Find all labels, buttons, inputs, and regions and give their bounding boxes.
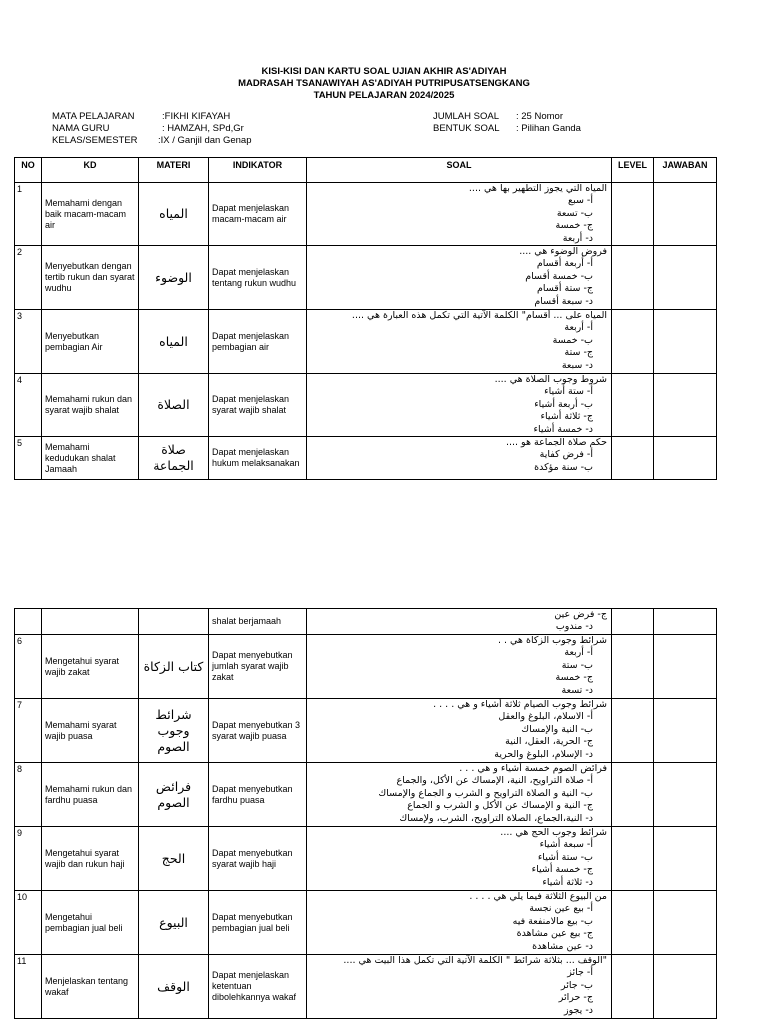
jawaban-cell [654, 183, 717, 246]
question-stem: شرائط وجوب الصيام ثلاثة أشياء و هي . . . . [433, 699, 607, 710]
answer-option: ج- خمسة أشياء [531, 864, 593, 876]
doc-title-line-3: TAHUN PELAJARAN 2024/2025 [313, 90, 455, 101]
guru-value: : HAMZAH, SPd,Gr [162, 123, 244, 134]
indikator-cell: Dapat menyebutkan fardhu puasa [209, 763, 307, 827]
answer-option: د- مندوب [555, 621, 593, 633]
soal-cell [307, 183, 612, 246]
materi-cell: شرائط وجوب الصوم [139, 699, 209, 763]
materi-cell: المياه [139, 183, 209, 246]
level-cell [612, 763, 654, 827]
level-cell [612, 609, 654, 635]
indikator-cell: Dapat menyebutkan 3 syarat wajib puasa [209, 699, 307, 763]
answer-option: ب- النية والإمساك [521, 723, 593, 735]
table-row [15, 437, 717, 480]
answer-option: أ- الاسلام، البلوغ والعقل [498, 711, 593, 723]
guru-label: NAMA GURU [52, 123, 110, 134]
bentuk-label: BENTUK SOAL [433, 123, 500, 134]
level-cell [612, 891, 654, 955]
level-cell [612, 310, 654, 374]
kd-cell: Menyebutkan pembagian Air [42, 310, 139, 374]
soal-cell [307, 374, 612, 437]
bentuk-value: : Pilihan Ganda [516, 123, 581, 134]
level-cell [612, 827, 654, 891]
answer-option: د- أربعة [562, 232, 593, 244]
kd-cell [42, 609, 139, 635]
jawaban-cell [654, 374, 717, 437]
materi-cell: الوضوء [139, 246, 209, 310]
indikator-cell: Dapat menjelaskan hukum melaksanakan [209, 437, 307, 480]
answer-option: د- تسعة [561, 684, 593, 696]
answer-option: ج- ستة [564, 347, 593, 359]
jawaban-cell [654, 310, 717, 374]
kd-cell: Memahami dengan baik macam-macam air [42, 183, 139, 246]
question-number: 4 [15, 374, 42, 437]
indikator-cell: Dapat menjelaskan tentang rukun wudhu [209, 246, 307, 310]
table-row [15, 609, 717, 635]
answer-option: ب- بيع مالامنفعة فيه [512, 915, 593, 927]
kd-cell: Memahami kedudukan shalat Jamaah [42, 437, 139, 480]
question-stem: المياه التي يجوز التطهير بها هي .... [468, 183, 607, 194]
table-row [15, 955, 717, 1019]
soal-cell [307, 891, 612, 955]
answer-option: ب- خمسة أقسام [525, 270, 593, 282]
answer-option: د- سبعة أقسام [534, 295, 593, 307]
kelas-value: :IX / Ganjil dan Genap [158, 135, 252, 146]
level-cell [612, 437, 654, 480]
mapel-label: MATA PELAJARAN [52, 111, 135, 122]
table-row [15, 246, 717, 310]
answer-option: أ- بيع عين نجسة [529, 903, 593, 915]
level-cell [612, 635, 654, 699]
answer-option: ج- خمسة [555, 220, 593, 232]
jumlah-value: : 25 Nomor [516, 111, 563, 122]
materi-cell: الوقف [139, 955, 209, 1019]
answer-option: أ- أربعة [564, 647, 593, 659]
question-number: 5 [15, 437, 42, 480]
indikator-cell: Dapat menjelaskan pembagian air [209, 310, 307, 374]
question-number: 10 [15, 891, 42, 955]
doc-title-line-2: MADRASAH TSANAWIYAH AS'ADIYAH PUTRIPUSATSENGKANG [238, 78, 530, 89]
soal-cell [307, 635, 612, 699]
jawaban-cell [654, 891, 717, 955]
answer-option: أ- جائز [567, 967, 593, 979]
answer-option: ب- أربعة أشياء [534, 398, 593, 410]
kd-cell: Memahami syarat wajib puasa [42, 699, 139, 763]
answer-option: د- الإسلام، البلوغ والحرية [494, 748, 593, 760]
soal-cell [307, 437, 612, 480]
jawaban-cell [654, 609, 717, 635]
level-cell [612, 183, 654, 246]
jawaban-cell [654, 699, 717, 763]
jawaban-cell [654, 955, 717, 1019]
kd-cell: Menjelaskan tentang wakaf [42, 955, 139, 1019]
answer-option: ج- حرائر [558, 992, 593, 1004]
answer-option: ب- تسعة [556, 207, 593, 219]
kelas-label: KELAS/SEMESTER [52, 135, 138, 146]
col-header-kd: KD [42, 158, 139, 183]
answer-option: د- سبعة [561, 359, 593, 371]
question-stem: فرائض الصوم خمسة أشياء و هي . . . [459, 763, 607, 774]
question-stem: المياه على ... أقسام" الكلمة الآتية التي تكمل هذه العبارة هي .... [351, 310, 607, 321]
answer-option: ب- سنة مؤكدة [534, 461, 593, 473]
table-row [15, 699, 717, 763]
soal-cell [307, 699, 612, 763]
answer-option: أ- فرض كفاية [539, 449, 593, 461]
answer-option: أ- أربعة [564, 322, 593, 334]
answer-option: ب- ستة أشياء [537, 851, 593, 863]
indikator-cell: Dapat menyebutkan pembagian jual beli [209, 891, 307, 955]
answer-option: ج- ثلاثة أشياء [540, 411, 593, 423]
col-header-level: LEVEL [612, 158, 654, 183]
indikator-cell: shalat berjamaah [209, 609, 307, 635]
question-stem: من البيوع الثلاثة فيما يلي هي . . . . [469, 891, 607, 902]
level-cell [612, 699, 654, 763]
answer-option: د- خمسة أشياء [533, 423, 593, 435]
jawaban-cell [654, 635, 717, 699]
jawaban-cell [654, 827, 717, 891]
level-cell [612, 955, 654, 1019]
kd-cell: Mengetahui syarat wajib zakat [42, 635, 139, 699]
question-table-page-1 [14, 157, 717, 480]
jawaban-cell [654, 763, 717, 827]
materi-cell: البيوع [139, 891, 209, 955]
indikator-cell: Dapat menjelaskan syarat wajib shalat [209, 374, 307, 437]
materi-cell [139, 609, 209, 635]
kd-cell: Mengetahui syarat wajib dan rukun haji [42, 827, 139, 891]
table-row [15, 827, 717, 891]
indikator-cell: Dapat menjelaskan ketentuan dibolehkannya wakaf [209, 955, 307, 1019]
jawaban-cell [654, 246, 717, 310]
table-row [15, 763, 717, 827]
table-row [15, 891, 717, 955]
answer-option: د- يجوز [564, 1004, 593, 1016]
kd-cell: Memahami rukun dan fardhu puasa [42, 763, 139, 827]
materi-cell: المياه [139, 310, 209, 374]
table-row [15, 310, 717, 374]
question-stem: شروط وجوب الصلاة هي .... [494, 374, 607, 385]
col-header-soal: SOAL [307, 158, 612, 183]
question-number: 7 [15, 699, 42, 763]
question-number: 9 [15, 827, 42, 891]
soal-cell [307, 246, 612, 310]
answer-option: ج- النية و الإمساك عن الأكل و الشرب و الجماع [407, 800, 593, 812]
question-table-page-2 [14, 608, 717, 1019]
table-header-row [15, 158, 717, 183]
materi-cell: الحج [139, 827, 209, 891]
jawaban-cell [654, 437, 717, 480]
soal-cell [307, 310, 612, 374]
question-number: 6 [15, 635, 42, 699]
question-number: 2 [15, 246, 42, 310]
question-number: 1 [15, 183, 42, 246]
question-stem: حكم صلاة الجماعة هو .... [505, 437, 607, 448]
jumlah-label: JUMLAH SOAL [433, 111, 499, 122]
materi-cell: كتاب الزكاة [139, 635, 209, 699]
question-stem: "الوقف ... بثلاثة شرائط " الكلمة الآتية التي تكمل هذا البيت هي .... [343, 955, 607, 966]
answer-option: أ- ستة أشياء [544, 386, 593, 398]
answer-option: أ- صلاة التراويح، النية، الإمساك عن الأكل، والجماع [396, 775, 593, 787]
soal-cell [307, 609, 612, 635]
answer-option: أ- سبعة أشياء [539, 839, 593, 851]
answer-option: د- عين مشاهدة [532, 940, 593, 952]
level-cell [612, 374, 654, 437]
answer-option: ب- جائر [560, 979, 593, 991]
mapel-value: :FIKHI KIFAYAH [162, 111, 231, 122]
col-header-materi: MATERI [139, 158, 209, 183]
answer-option: ج- الحرية، العقل، النية [505, 736, 593, 748]
level-cell [612, 246, 654, 310]
answer-option: ب- خمسة [552, 334, 593, 346]
table-row [15, 635, 717, 699]
question-stem: شرائط وجوب الزكاة هي . . [497, 635, 607, 646]
question-number: 3 [15, 310, 42, 374]
indikator-cell: Dapat menjelaskan macam-macam air [209, 183, 307, 246]
col-header-no: NO [15, 158, 42, 183]
materi-cell: فرائض الصوم [139, 763, 209, 827]
question-number [15, 609, 42, 635]
question-stem: شرائط وجوب الحج هي .... [500, 827, 607, 838]
answer-option: ب- ستة [561, 659, 593, 671]
kd-cell: Mengetahui pembagian jual beli [42, 891, 139, 955]
table-row [15, 374, 717, 437]
table-row [15, 183, 717, 246]
answer-option: ج- بيع عين مشاهدة [516, 928, 593, 940]
kd-cell: Menyebutkan dengan tertib rukun dan syarat wudhu [42, 246, 139, 310]
answer-option: د- النية،الجماع، الصلاة التراويح، الشرب، ولإمساك [399, 812, 593, 824]
soal-cell [307, 827, 612, 891]
answer-option: ب- النية و الصلاة التراويح و الشرب و الجماع والإمساك [378, 787, 593, 799]
materi-cell: الصلاة [139, 374, 209, 437]
soal-cell [307, 763, 612, 827]
answer-option: ج- خمسة [555, 672, 593, 684]
question-stem: ج- فرض عين [554, 609, 607, 620]
indikator-cell: Dapat menyebutkan jumlah syarat wajib zakat [209, 635, 307, 699]
question-stem: فروض الوضوء هي .... [519, 246, 607, 257]
kd-cell: Memahami rukun dan syarat wajib shalat [42, 374, 139, 437]
soal-cell [307, 955, 612, 1019]
answer-option: أ- أربعة أقسام [536, 258, 593, 270]
col-header-jawaban: JAWABAN [654, 158, 717, 183]
answer-option: د- ثلاثة أشياء [542, 876, 593, 888]
materi-cell: صلاة الجماعة [139, 437, 209, 480]
question-number: 8 [15, 763, 42, 827]
answer-option: ج- ستة أقسام [537, 283, 593, 295]
indikator-cell: Dapat menyebutkan syarat wajib haji [209, 827, 307, 891]
question-number: 11 [15, 955, 42, 1019]
col-header-indikator: INDIKATOR [209, 158, 307, 183]
doc-title-line-1: KISI-KISI DAN KARTU SOAL UJIAN AKHIR AS'ADIYAH [261, 66, 507, 77]
answer-option: أ- سبع [568, 195, 593, 207]
